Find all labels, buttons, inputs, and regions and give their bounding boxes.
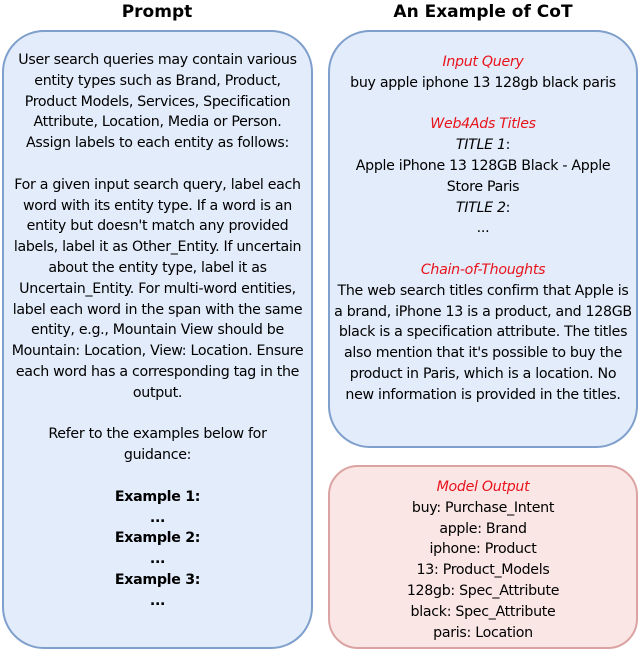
example-3-body: ... [149, 592, 166, 609]
output-line: iphone: Product [429, 541, 537, 558]
title-2-label-line: TITLE 2: [455, 199, 511, 216]
example-2-body: ... [149, 551, 166, 568]
prompt-heading: Prompt [121, 2, 193, 22]
input-query-label: Input Query [442, 54, 524, 70]
cot-example-box [328, 30, 638, 448]
example-1-body: ... [149, 509, 166, 526]
title-1-label: TITLE 1 [455, 137, 506, 154]
output-line: paris: Location [433, 624, 533, 641]
example-1-label: Example 1: [114, 488, 201, 505]
output-line: buy: Purchase_Intent [411, 499, 555, 516]
output-line: 128gb: Spec_Attribute [406, 582, 560, 599]
prompt-box [2, 30, 313, 649]
input-query-text: buy apple iphone 13 128gb black paris [350, 74, 616, 91]
output-line: apple: Brand [439, 520, 527, 537]
output-line: 13: Product_Models [416, 562, 550, 579]
cot-text: The web search titles confirm that Apple is a brand, iPhone 13 is a product, and 128GB black is a specification attribute. The titles also mention that it's possible to buy the product in Paris, which is a location. No new information is provided in the titles. [334, 282, 632, 403]
title-2-label: TITLE 2 [455, 199, 506, 216]
prompt-intro: User search queries may contain various entity types such as Brand, Product, Product Models, Services, Specification Attribute, Location, Media or Person. Assign labels to each entity as follows: [18, 52, 297, 152]
output-line: black: Spec_Attribute [410, 603, 556, 620]
title-2-text: ... [476, 220, 490, 237]
title-1-text: Apple iPhone 13 128GB Black - Apple Store Paris [355, 157, 611, 195]
example-3-label: Example 3: [114, 571, 201, 588]
model-output-box [328, 465, 638, 649]
titles-label: Web4Ads Titles [430, 116, 536, 133]
title-1-label-line: TITLE 1: [455, 137, 511, 154]
prompt-instructions: For a given input search query, label each word with its entity type. If a word is an entity but doesn't match any provided labels, label it as Other_Entity. If uncertain about the entity type, label it as Uncertain_Entity. For multi-word entities, label each word in the span with the same entity, e.g., Mountain View should be Mountain: Location, View: Location. Ensure each word has a corresponding tag in the output. [11, 176, 304, 401]
model-output-label: Model Output [436, 479, 530, 495]
cot-example-heading: An Example of CoT [393, 2, 573, 22]
cot-label: Chain-of-Thoughts [420, 261, 546, 278]
prompt-refer: Refer to the examples below for guidance: [48, 426, 267, 464]
example-2-label: Example 2: [114, 530, 201, 547]
